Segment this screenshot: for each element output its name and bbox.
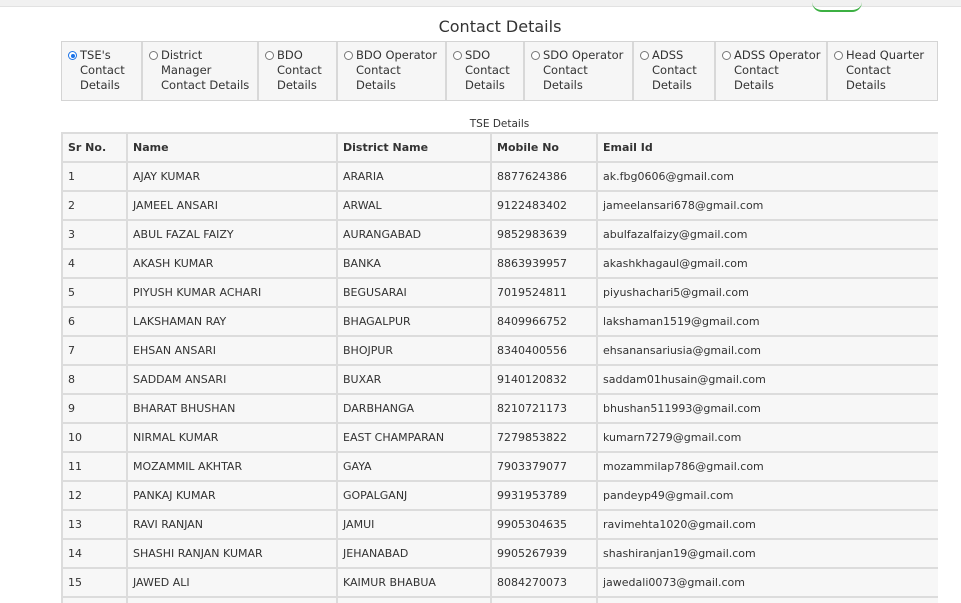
header-name: Name bbox=[127, 133, 337, 162]
table-row bbox=[62, 220, 938, 249]
cell-mobile-no: 8340400556 bbox=[491, 336, 597, 365]
cell-name: AJAY KUMAR bbox=[127, 162, 337, 191]
option-bdo[interactable] bbox=[259, 42, 338, 100]
radio-icon[interactable] bbox=[640, 51, 649, 60]
cell-sr-no: 14 bbox=[62, 539, 127, 568]
radio-icon[interactable] bbox=[344, 51, 353, 60]
cell-sr-no: 11 bbox=[62, 452, 127, 481]
cell-sr-no: 9 bbox=[62, 394, 127, 423]
contact-type-options bbox=[61, 41, 938, 101]
cell-sr-no: 7 bbox=[62, 336, 127, 365]
cell-mobile-no: 8210721173 bbox=[491, 394, 597, 423]
tse-details-table bbox=[61, 132, 938, 603]
cell-mobile-no: 7903379077 bbox=[491, 452, 597, 481]
cell-sr-no: 1 bbox=[62, 162, 127, 191]
cell-mobile-no: 9140120832 bbox=[491, 365, 597, 394]
cell-name: ABUL FAZAL FAIZY bbox=[127, 220, 337, 249]
cell-email-id: saddam01husain@gmail.com bbox=[597, 365, 938, 394]
cell-sr-no: 4 bbox=[62, 249, 127, 278]
cell-sr-no: 8 bbox=[62, 365, 127, 394]
cell-name: EHSAN ANSARI bbox=[127, 336, 337, 365]
table-row bbox=[62, 394, 938, 423]
cell-name: AKASH KUMAR bbox=[127, 249, 337, 278]
cell-email-id: jawedali0073@gmail.com bbox=[597, 568, 938, 597]
table-row bbox=[62, 249, 938, 278]
cell-mobile-no: 8877624386 bbox=[491, 162, 597, 191]
table-caption: TSE Details bbox=[469, 118, 530, 130]
header-email-id: Email Id bbox=[597, 133, 938, 162]
table-row bbox=[62, 365, 938, 394]
cell-name: PIYUSH KUMAR ACHARI bbox=[127, 278, 337, 307]
cell-email-id: abulfazalfaizy@gmail.com bbox=[597, 220, 938, 249]
cell-sr-no: 6 bbox=[62, 307, 127, 336]
option-label: District Manager Contact Details bbox=[161, 48, 250, 92]
cell-email-id: ravimehta1020@gmail.com bbox=[597, 510, 938, 539]
option-label: SDO Contact Details bbox=[465, 48, 510, 92]
cell-mobile-no: 9905267939 bbox=[491, 539, 597, 568]
cell-sr-no: 3 bbox=[62, 220, 127, 249]
cell-mobile-no: 8863939957 bbox=[491, 249, 597, 278]
cell-name: LAKSHAMAN RAY bbox=[127, 307, 337, 336]
logo-fragment-icon bbox=[812, 2, 862, 12]
cell-sr-no: 10 bbox=[62, 423, 127, 452]
cell-district-name: KAIMUR BHABUA bbox=[337, 568, 491, 597]
option-tse[interactable] bbox=[62, 42, 143, 100]
cell-district-name: GOPALGANJ bbox=[337, 481, 491, 510]
header-sr-no: Sr No. bbox=[62, 133, 127, 162]
table-row bbox=[62, 307, 938, 336]
table-row bbox=[62, 568, 938, 597]
cell-district-name: JAMUI bbox=[337, 510, 491, 539]
cell-mobile-no: 7279853822 bbox=[491, 423, 597, 452]
cell-district-name: BANKA bbox=[337, 249, 491, 278]
cell-sr-no: 2 bbox=[62, 191, 127, 220]
cell-district-name: BHAGALPUR bbox=[337, 307, 491, 336]
cell-district-name: ARARIA bbox=[337, 162, 491, 191]
option-sdo[interactable] bbox=[447, 42, 525, 100]
table-row bbox=[62, 539, 938, 568]
cell-email-id: pandeyp49@gmail.com bbox=[597, 481, 938, 510]
cell-sr-no: 13 bbox=[62, 510, 127, 539]
option-label: BDO Contact Details bbox=[277, 48, 322, 92]
cell-district-name: AURANGABAD bbox=[337, 220, 491, 249]
cell-name bbox=[127, 597, 337, 603]
cell-mobile-no: 9122483402 bbox=[491, 191, 597, 220]
cell-name: NIRMAL KUMAR bbox=[127, 423, 337, 452]
cell-name: SADDAM ANSARI bbox=[127, 365, 337, 394]
option-label: TSE's Contact Details bbox=[80, 48, 125, 92]
cell-district-name: BEGUSARAI bbox=[337, 278, 491, 307]
option-label: ADSS Contact Details bbox=[652, 48, 697, 92]
option-label: BDO Operator Contact Details bbox=[356, 48, 437, 92]
table-row bbox=[62, 597, 938, 603]
option-label: ADSS Operator Contact Details bbox=[734, 48, 821, 92]
cell-email-id: shashiranjan19@gmail.com bbox=[597, 539, 938, 568]
table-row bbox=[62, 336, 938, 365]
cell-mobile-no: 9931953789 bbox=[491, 481, 597, 510]
cell-district-name bbox=[337, 597, 491, 603]
cell-name: MOZAMMIL AKHTAR bbox=[127, 452, 337, 481]
option-label: SDO Operator Contact Details bbox=[543, 48, 624, 92]
cell-email-id: bhushan511993@gmail.com bbox=[597, 394, 938, 423]
radio-icon[interactable] bbox=[68, 51, 77, 60]
cell-sr-no: 15 bbox=[62, 568, 127, 597]
table-row bbox=[62, 423, 938, 452]
cell-email-id: lakshaman1519@gmail.com bbox=[597, 307, 938, 336]
radio-icon[interactable] bbox=[453, 51, 462, 60]
table-body bbox=[62, 162, 938, 603]
radio-icon[interactable] bbox=[531, 51, 540, 60]
cell-mobile-no: 7019524811 bbox=[491, 278, 597, 307]
cell-email-id: piyushachari5@gmail.com bbox=[597, 278, 938, 307]
table-row bbox=[62, 481, 938, 510]
table-row bbox=[62, 452, 938, 481]
cell-district-name: BHOJPUR bbox=[337, 336, 491, 365]
cell-email-id: ehsanansariusia@gmail.com bbox=[597, 336, 938, 365]
table-row bbox=[62, 191, 938, 220]
option-adss-operator[interactable] bbox=[716, 42, 828, 100]
cell-email-id: mozammilap786@gmail.com bbox=[597, 452, 938, 481]
cell-mobile-no bbox=[491, 597, 597, 603]
cell-email-id bbox=[597, 597, 938, 603]
cell-email-id: jameelansari678@gmail.com bbox=[597, 191, 938, 220]
option-bdo-operator[interactable] bbox=[338, 42, 447, 100]
table-row bbox=[62, 510, 938, 539]
table-header-row bbox=[62, 133, 938, 162]
cell-district-name: BUXAR bbox=[337, 365, 491, 394]
option-district-manager[interactable] bbox=[143, 42, 259, 100]
cell-district-name: GAYA bbox=[337, 452, 491, 481]
cell-name: JAWED ALI bbox=[127, 568, 337, 597]
cell-district-name: JEHANABAD bbox=[337, 539, 491, 568]
radio-icon[interactable] bbox=[149, 51, 158, 60]
cell-mobile-no: 9852983639 bbox=[491, 220, 597, 249]
cell-sr-no bbox=[62, 597, 127, 603]
cell-email-id: ak.fbg0606@gmail.com bbox=[597, 162, 938, 191]
tse-details-table-wrap bbox=[61, 132, 938, 603]
cell-district-name: EAST CHAMPARAN bbox=[337, 423, 491, 452]
option-sdo-operator[interactable] bbox=[525, 42, 634, 100]
cell-district-name: DARBHANGA bbox=[337, 394, 491, 423]
radio-icon[interactable] bbox=[834, 51, 843, 60]
radio-icon[interactable] bbox=[722, 51, 731, 60]
header-mobile-no: Mobile No bbox=[491, 133, 597, 162]
table-row bbox=[62, 278, 938, 307]
cell-district-name: ARWAL bbox=[337, 191, 491, 220]
page-title: Contact Details bbox=[438, 17, 562, 36]
cell-mobile-no: 9905304635 bbox=[491, 510, 597, 539]
cell-sr-no: 5 bbox=[62, 278, 127, 307]
cell-name: SHASHI RANJAN KUMAR bbox=[127, 539, 337, 568]
cell-name: JAMEEL ANSARI bbox=[127, 191, 337, 220]
cell-name: PANKAJ KUMAR bbox=[127, 481, 337, 510]
option-head-quarter[interactable] bbox=[828, 42, 937, 100]
cell-mobile-no: 8409966752 bbox=[491, 307, 597, 336]
cell-sr-no: 12 bbox=[62, 481, 127, 510]
cell-email-id: akashkhagaul@gmail.com bbox=[597, 249, 938, 278]
cell-name: BHARAT BHUSHAN bbox=[127, 394, 337, 423]
radio-icon[interactable] bbox=[265, 51, 274, 60]
option-adss[interactable] bbox=[634, 42, 716, 100]
cell-name: RAVI RANJAN bbox=[127, 510, 337, 539]
cell-email-id: kumarn7279@gmail.com bbox=[597, 423, 938, 452]
header-district-name: District Name bbox=[337, 133, 491, 162]
option-label: Head Quarter Contact Details bbox=[846, 48, 925, 92]
table-row bbox=[62, 162, 938, 191]
cell-mobile-no: 8084270073 bbox=[491, 568, 597, 597]
